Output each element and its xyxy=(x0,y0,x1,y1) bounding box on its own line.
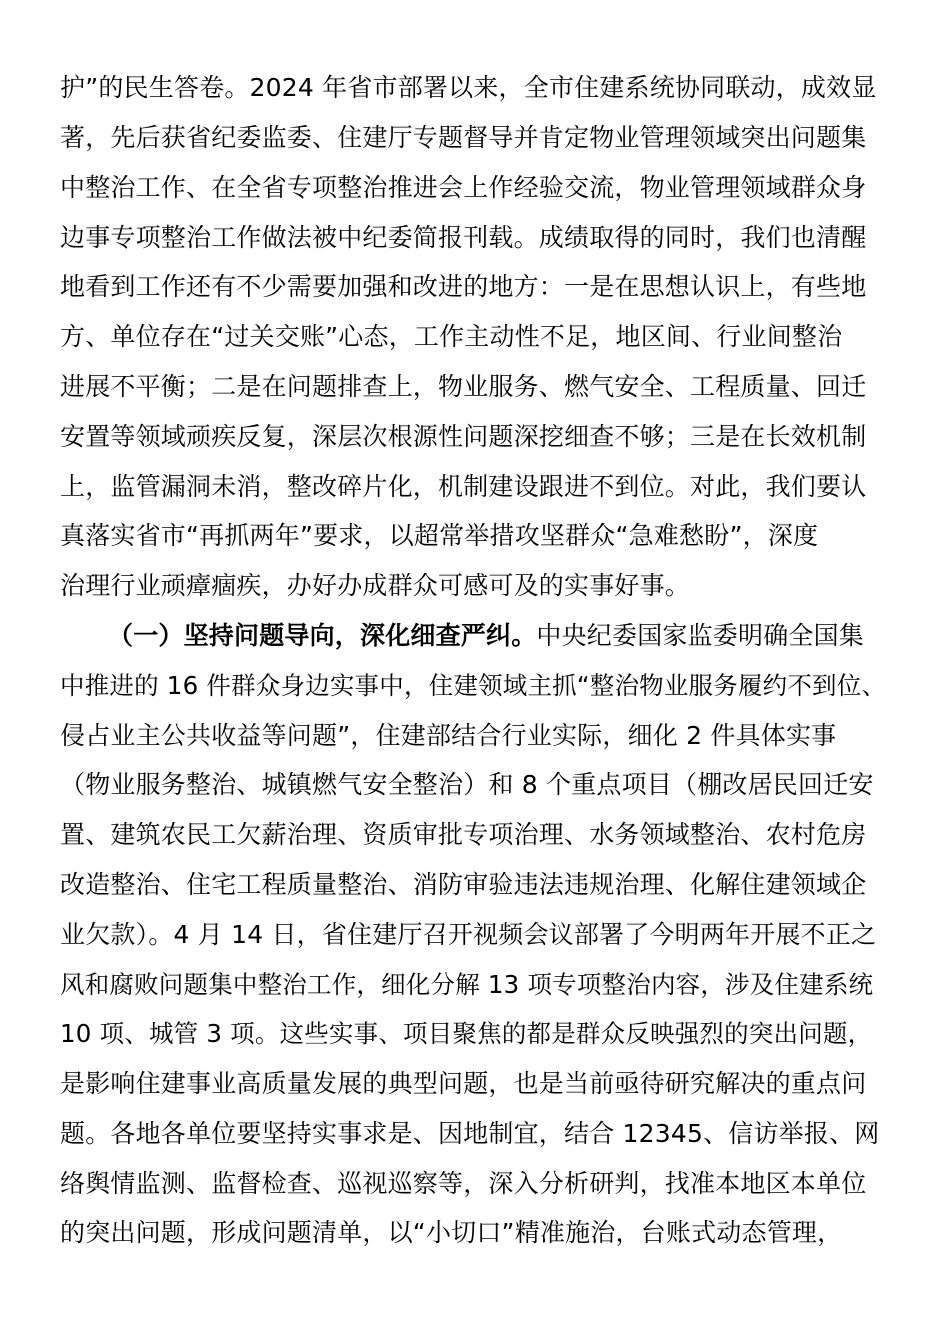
body-text-line: 络舆情监测、监督检查、巡视巡察等，深入分析研判，找准本地区本单位 xyxy=(60,1169,867,1198)
body-text-line: 是影响住建事业高质量发展的典型问题，也是当前亟待研究解决的重点问 xyxy=(60,1069,867,1098)
body-text-line: 业欠款）。4 月 14 日，省住建厅召开视频会议部署了今明两年开展不正之 xyxy=(60,920,877,949)
body-text-line: 中整治工作、在全省专项整治推进会上作经验交流，物业管理领域群众身 xyxy=(60,173,867,202)
body-text-line: 风和腐败问题集中整治工作，细化分解 13 项专项整治内容，涉及住建系统 xyxy=(60,970,874,999)
body-text-line: 的突出问题，形成问题清单，以“小切口”精准施治，台账式动态管理， xyxy=(60,1218,843,1247)
body-text-line: 真落实省市“再抓两年”要求，以超常举措攻坚群众“急难愁盼”，深度 xyxy=(60,521,819,550)
body-text-line: 边事专项整治工作做法被中纪委简报刊载。成绩取得的同时，我们也清醒 xyxy=(60,223,867,252)
section-heading-continuation: 中央纪委国家监委明确全国集 xyxy=(536,621,865,650)
body-text-line: 安置等领域顽疾反复，深层次根源性问题深挖细查不够；三是在长效机制 xyxy=(60,422,867,451)
body-text-line: 侵占业主公共收益等问题”，住建部结合行业实际，细化 2 件具体实事 xyxy=(60,721,837,750)
body-text-line: 进展不平衡；二是在问题排查上，物业服务、燃气安全、工程质量、回迁 xyxy=(60,372,867,401)
body-text-line: 中推进的 16 件群众身边实事中，住建领域主抓“整治物业服务履约不到位、 xyxy=(60,671,887,700)
body-text-line: 置、建筑农民工欠薪治理、资质审批专项治理、水务领域整治、农村危房 xyxy=(60,820,867,849)
body-text-line: 改造整治、住宅工程质量整治、消防审验违法违规治理、化解住建领域企 xyxy=(60,870,867,899)
body-text-line: 护”的民生答卷。2024 年省市部署以来，全市住建系统协同联动，成效显 xyxy=(60,73,877,102)
body-text-line: 方、单位存在“过关交账”心态，工作主动性不足，地区间、行业间整治 xyxy=(60,322,843,351)
body-text-line: 著，先后获省纪委监委、住建厅专题督导并肯定物业管理领域突出问题集 xyxy=(60,123,867,152)
section-heading: （一）坚持问题导向，深化细查严纠。 xyxy=(108,621,537,650)
body-text-line: 地看到工作还有不少需要加强和改进的地方：一是在思想认识上，有些地 xyxy=(60,272,867,301)
body-text-line: 上，监管漏洞未消，整改碎片化，机制建设跟进不到位。对此，我们要认 xyxy=(60,472,867,501)
body-text-line: （物业服务整治、城镇燃气安全整治）和 8 个重点项目（棚改居民回迁安 xyxy=(60,770,874,799)
section-first-line xyxy=(108,619,864,653)
body-text-line: 题。各地各单位要坚持实事求是、因地制宜，结合 12345、信访举报、网 xyxy=(60,1119,880,1148)
body-text-line: 10 项、城管 3 项。这些实事、项目聚焦的都是群众反映强烈的突出问题， xyxy=(60,1019,873,1048)
body-text-line: 治理行业顽瘴痼疾，办好办成群众可感可及的实事好事。 xyxy=(60,571,691,600)
